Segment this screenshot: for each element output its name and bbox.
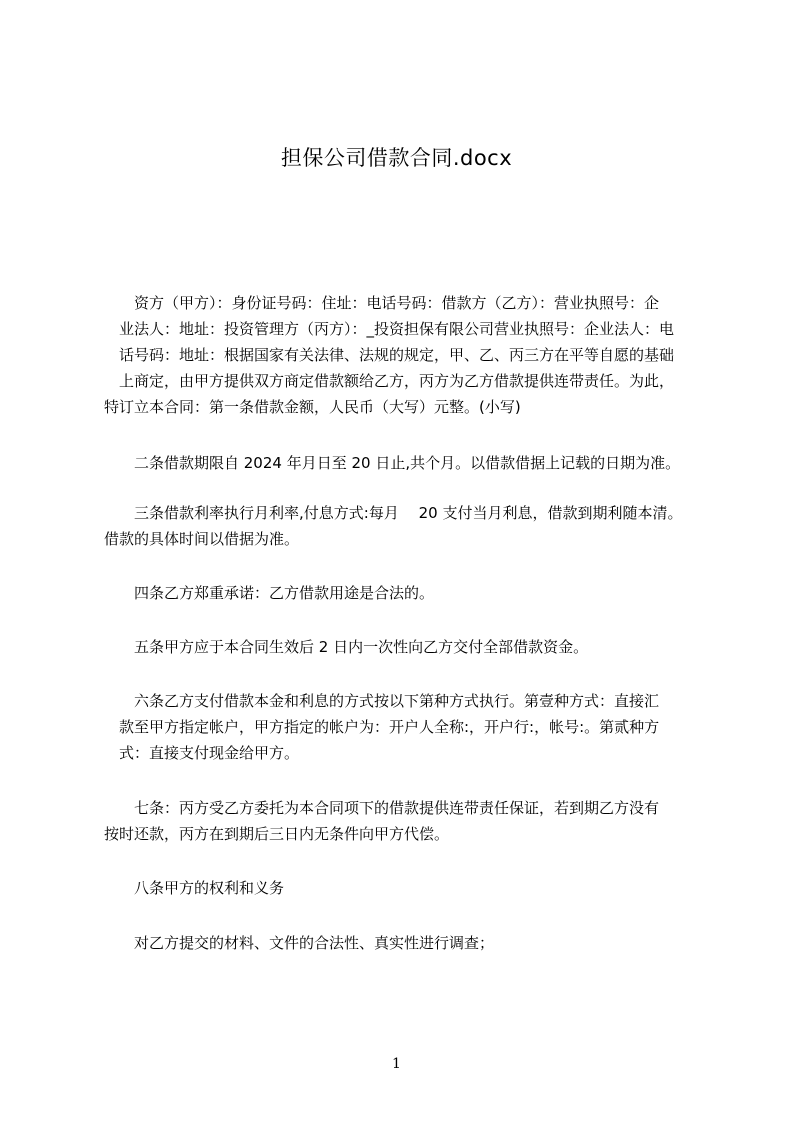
paragraph-line: 八条甲方的权利和义务 (104, 879, 285, 897)
paragraph-line: 借款的具体时间以借据为准。 (104, 530, 300, 548)
paragraph-line: 四条乙方郑重承诺：乙方借款用途是合法的。 (104, 584, 435, 602)
paragraph-line: 式：直接支付现金给甲方。 (104, 744, 300, 762)
paragraph-article-7 (104, 795, 720, 847)
paragraph-line: 特订立本合同：第一条借款金额，人民币（大写）元整。(小写) (104, 398, 521, 416)
paragraph-line: 对乙方提交的材料、文件的合法性、真实性进行调查； (104, 934, 495, 952)
paragraph-line: 六条乙方支付借款本金和利息的方式按以下第种方式执行。第壹种方式：直接汇 (104, 692, 660, 710)
paragraph-article-5 (104, 634, 720, 660)
page-number: 1 (392, 1056, 401, 1072)
paragraph-article-2 (104, 450, 720, 476)
paragraph-article-4 (104, 580, 720, 606)
paragraph-line: 按时还款，丙方在到期后三日内无条件向甲方代偿。 (104, 825, 450, 843)
paragraph-line: 业法人：地址：投资管理方（丙方）：_投资担保有限公司营业执照号：企业法人：电 (104, 320, 675, 338)
paragraph-line: 上商定，由甲方提供双方商定借款额给乙方，丙方为乙方借款提供连带责任。为此， (104, 372, 675, 390)
paragraph-article-6 (104, 688, 720, 766)
paragraph-line: 资方（甲方）：身份证号码：住址：电话号码：借款方（乙方）：营业执照号：企 (104, 294, 660, 312)
paragraph-article-3 (104, 500, 720, 552)
paragraph-line: 二条借款期限自 2024 年月日至 20 日止,共个月。以借款借据上记载的日期为准。 (104, 454, 681, 472)
paragraph-line: 五条甲方应于本合同生效后 2 日内一次性向乙方交付全部借款资金。 (104, 638, 589, 656)
paragraph-parties (104, 290, 720, 420)
paragraph-line: 七条：丙方受乙方委托为本合同项下的借款提供连带责任保证，若到期乙方没有 (104, 799, 660, 817)
paragraph-line: 话号码：地址：根据国家有关法律、法规的规定，甲、乙、丙三方在平等自愿的基础 (104, 346, 675, 364)
paragraph-article-8-item-1 (104, 930, 720, 956)
document-title: 担保公司借款合同.docx (280, 146, 513, 170)
paragraph-line: 三条借款利率执行月利率,付息方式:每月 20 支付当月利息，借款到期利随本清。 (104, 504, 683, 522)
paragraph-article-8 (104, 875, 720, 901)
paragraph-line: 款至甲方指定帐户，甲方指定的帐户为：开户人全称:，开户行:，帐号:。第贰种方 (104, 718, 660, 736)
